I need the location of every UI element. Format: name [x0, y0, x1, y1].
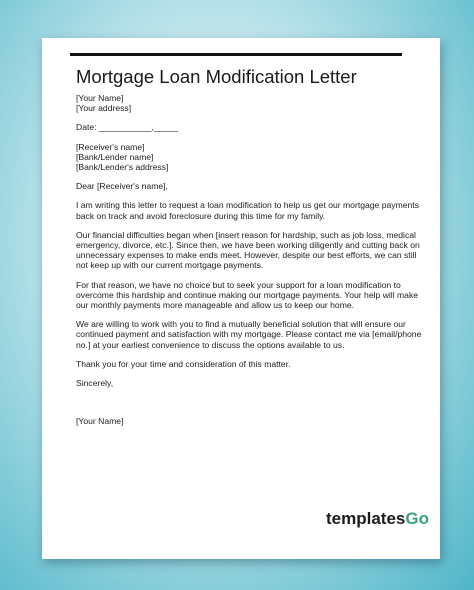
salutation: Dear [Receiver's name],	[76, 181, 168, 192]
receiver-address: [Bank/Lender's address]	[76, 162, 169, 173]
receiver-name: [Receiver's name]	[76, 141, 145, 152]
letter-body	[76, 93, 422, 427]
templatesgo-logo: templatesGo	[326, 509, 429, 528]
closing: Sincerely,	[76, 378, 114, 389]
date-line: Date: ___________,_____	[76, 122, 178, 133]
page-title: Mortgage Loan Modification Letter	[76, 66, 357, 87]
signature: [Your Name]	[76, 416, 124, 427]
sender-address: [Your address]	[76, 103, 132, 114]
paragraph-support: For that reason, we have no choice but to seek your support for a loan modification to overcome this hardship and continue making our mortgage payments. Your help will make our monthly payments more manageable and allow us to keep our home.	[76, 279, 419, 311]
paragraph-request: I am writing this letter to request a loan modification to help us get our mortgage payments back on track and avoid foreclosure during this time for my family.	[76, 200, 419, 221]
paragraph-willing: We are willing to work with you to find a mutually beneficial solution that will ensure our continued payment and satisfaction with my mortgage. Please contact me via [email/phone no.] at your earliest convenience to discuss the options available to us.	[76, 319, 422, 350]
paragraph-hardship: Our financial difficulties began when [insert reason for hardship, such as job loss, medical emergency, divorce, etc.]. Since then, we have been working diligently and cutting back on unnecessary expenses to make ends meet. However, despite our best efforts, we can still not keep up with our current mortgage payments.	[76, 229, 420, 271]
sender-name: [Your Name]	[76, 93, 124, 103]
header-rule	[70, 53, 402, 56]
receiver-bank: [Bank/Lender name]	[76, 151, 154, 162]
paragraph-thanks: Thank you for your time and consideration of this matter.	[76, 358, 291, 369]
